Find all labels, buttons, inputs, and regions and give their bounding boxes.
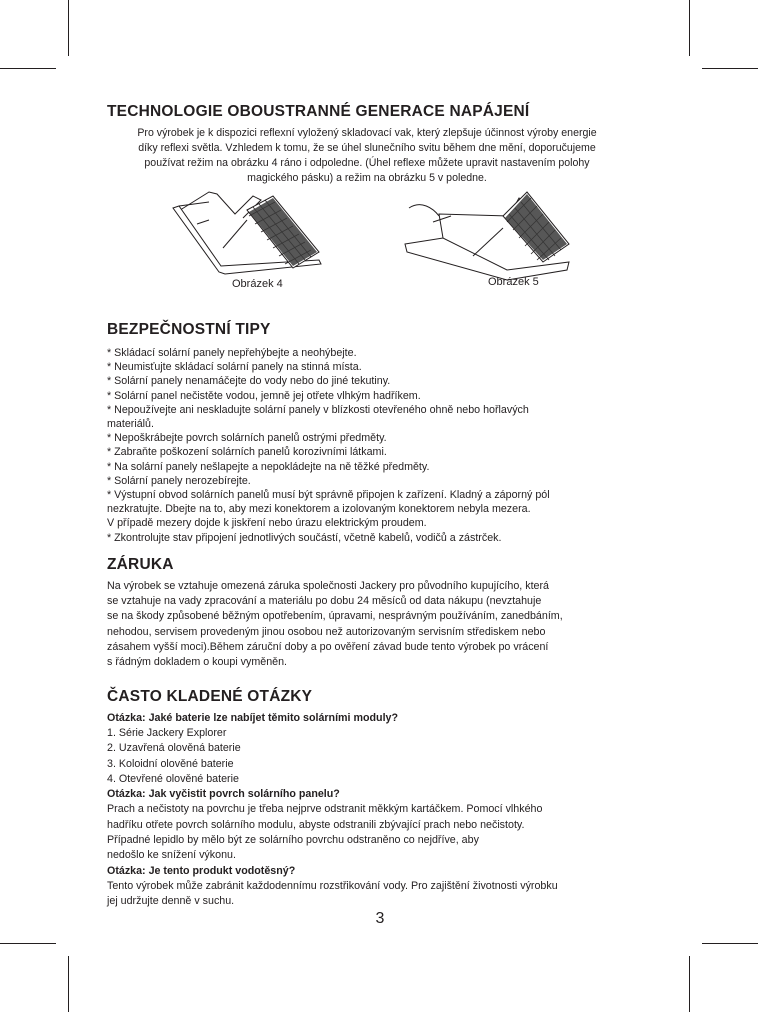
safety-tip: * Nepoužívejte ani neskladujte solární panely v blízkosti otevřeného ohně nebo hořlavých: [107, 403, 529, 416]
safety-tip: * Zkontrolujte stav připojení jednotlivých součástí, včetně kabelů, vodičů a zástrček.: [107, 531, 502, 544]
faq-answer-line: Tento výrobek může zabránit každodennímu rozstřikování vody. Pro zajištění životnosti výrobku: [107, 879, 558, 892]
crop-mark: [0, 943, 56, 944]
section-title-warranty: ZÁRUKA: [107, 555, 174, 573]
safety-tip: nezkratujte. Dbejte na to, aby mezi konektorem a izolovaným konektorem nebyla mezera.: [107, 503, 531, 516]
page-number: 3: [375, 910, 385, 927]
faq-answer-line: Případné lepidlo by mělo být ze solárního povrchu odstraněno co nejdříve, aby: [107, 834, 479, 846]
intro-line: díky reflexi světla. Vzhledem k tomu, že se úhel slunečního svitu během dne mění, doporučujeme: [138, 142, 596, 154]
faq-answer-line: nedošlo ke snížení výkonu.: [107, 849, 236, 862]
faq-answer-line: hadříku otřete povrch solárního modulu, abyste odstranili zbývající prach nebo nečistoty.: [107, 818, 525, 831]
crop-mark: [0, 68, 56, 69]
crop-mark: [68, 956, 69, 1012]
crop-mark: [702, 68, 758, 69]
safety-tip: * Nepoškrábejte povrch solárních panelů ostrými předměty.: [107, 432, 387, 445]
faq-answer-line: 1. Série Jackery Explorer: [107, 726, 227, 739]
faq-answer-line: 4. Otevřené olověné baterie: [107, 772, 239, 785]
section-title-faq: ČASTO KLADENÉ OTÁZKY: [107, 687, 313, 705]
safety-tip: V případě mezery dojde k jiskření nebo úrazu elektrickým proudem.: [107, 517, 427, 530]
figure-4-caption: Obrázek 4: [232, 278, 283, 290]
faq-question: Otázka: Jak vyčistit povrch solárního panelu?: [107, 788, 340, 801]
safety-tips: [107, 346, 627, 545]
safety-tip: * Výstupní obvod solárních panelů musí být správně připojen k zařízení. Kladný a záporný pól: [107, 489, 550, 502]
section-title-bifacial: TECHNOLOGIE OBOUSTRANNÉ GENERACE NAPÁJENÍ: [107, 103, 530, 120]
crop-mark: [689, 0, 690, 56]
warranty-line: se vztahuje na vady zpracování a materiálu po dobu 24 měsíců od data nákupu (nevztahuje: [107, 595, 542, 608]
warranty-line: zásahem vyšší moci).Během záruční doby a po ověření závad bude tento výrobek po vrácení: [107, 641, 549, 654]
crop-mark: [68, 0, 69, 56]
faq-answer-line: Prach a nečistoty na povrchu je třeba nejprve odstranit měkkým kartáčkem. Pomocí vlhkého: [107, 803, 543, 816]
warranty-line: se na škody způsobené běžným opotřebením, úpravami, nesprávným používáním, zanedbáním,: [107, 610, 563, 623]
safety-tip: * Solární panel nečistěte vodou, jemně jej otřete vlhkým hadříkem.: [107, 389, 421, 402]
figure-5-illustration: [403, 188, 577, 288]
safety-tip: * Solární panely nerozebírejte.: [107, 474, 251, 487]
faq-answer-line: 2. Uzavřená olověná baterie: [107, 742, 241, 755]
faq-question: Otázka: Je tento produkt vodotěsný?: [107, 864, 296, 877]
safety-tip: * Skládací solární panely nepřehýbejte a neohýbejte.: [107, 347, 357, 359]
intro-line: používat režim na obrázku 4 ráno i odpoledne. (Úhel reflexe můžete upravit nastavením polohy: [144, 157, 590, 169]
safety-tip: * Neumisťujte skládací solární panely na stinná místa.: [107, 361, 362, 374]
intro-line: magického pásku) a režim na obrázku 5 v poledne.: [247, 172, 487, 184]
faq-question: Otázka: Jaké baterie lze nabíjet těmito solárními moduly?: [107, 711, 399, 724]
warranty-line: nehodou, servisem provedeným jinou osobou než autorizovaným servisním střediskem nebo: [107, 625, 546, 638]
figure-5-caption: Obrázek 5: [488, 276, 539, 288]
crop-mark: [689, 956, 690, 1012]
warranty-line: s řádným dokladem o koupi vyměněn.: [107, 656, 287, 669]
warranty-text: [107, 579, 627, 671]
section-title-safety: BEZPEČNOSTNÍ TIPY: [107, 321, 271, 338]
figure-4-illustration: [169, 186, 337, 286]
safety-tip: * Na solární panely nešlapejte a nepokládejte na ně těžké předměty.: [107, 460, 430, 473]
faq-list: [107, 711, 627, 910]
figures: [107, 186, 627, 308]
page-content: [107, 102, 627, 909]
safety-tip: materiálů.: [107, 418, 154, 431]
faq-answer-line: 3. Koloidní olověné baterie: [107, 757, 234, 770]
bifacial-intro: [107, 126, 627, 186]
safety-tip: * Zabraňte poškození solárních panelů korozivními látkami.: [107, 446, 387, 459]
intro-line: Pro výrobek je k dispozici reflexní vyložený skladovací vak, který zlepšuje účinnost výroby energie: [137, 127, 597, 139]
crop-mark: [702, 943, 758, 944]
warranty-line: Na výrobek se vztahuje omezená záruka společnosti Jackery pro původního kupujícího, která: [107, 579, 549, 592]
safety-tip: * Solární panely nenamáčejte do vody nebo do jiné tekutiny.: [107, 375, 391, 388]
faq-answer-line: jej udržujte denně v suchu.: [107, 895, 235, 908]
